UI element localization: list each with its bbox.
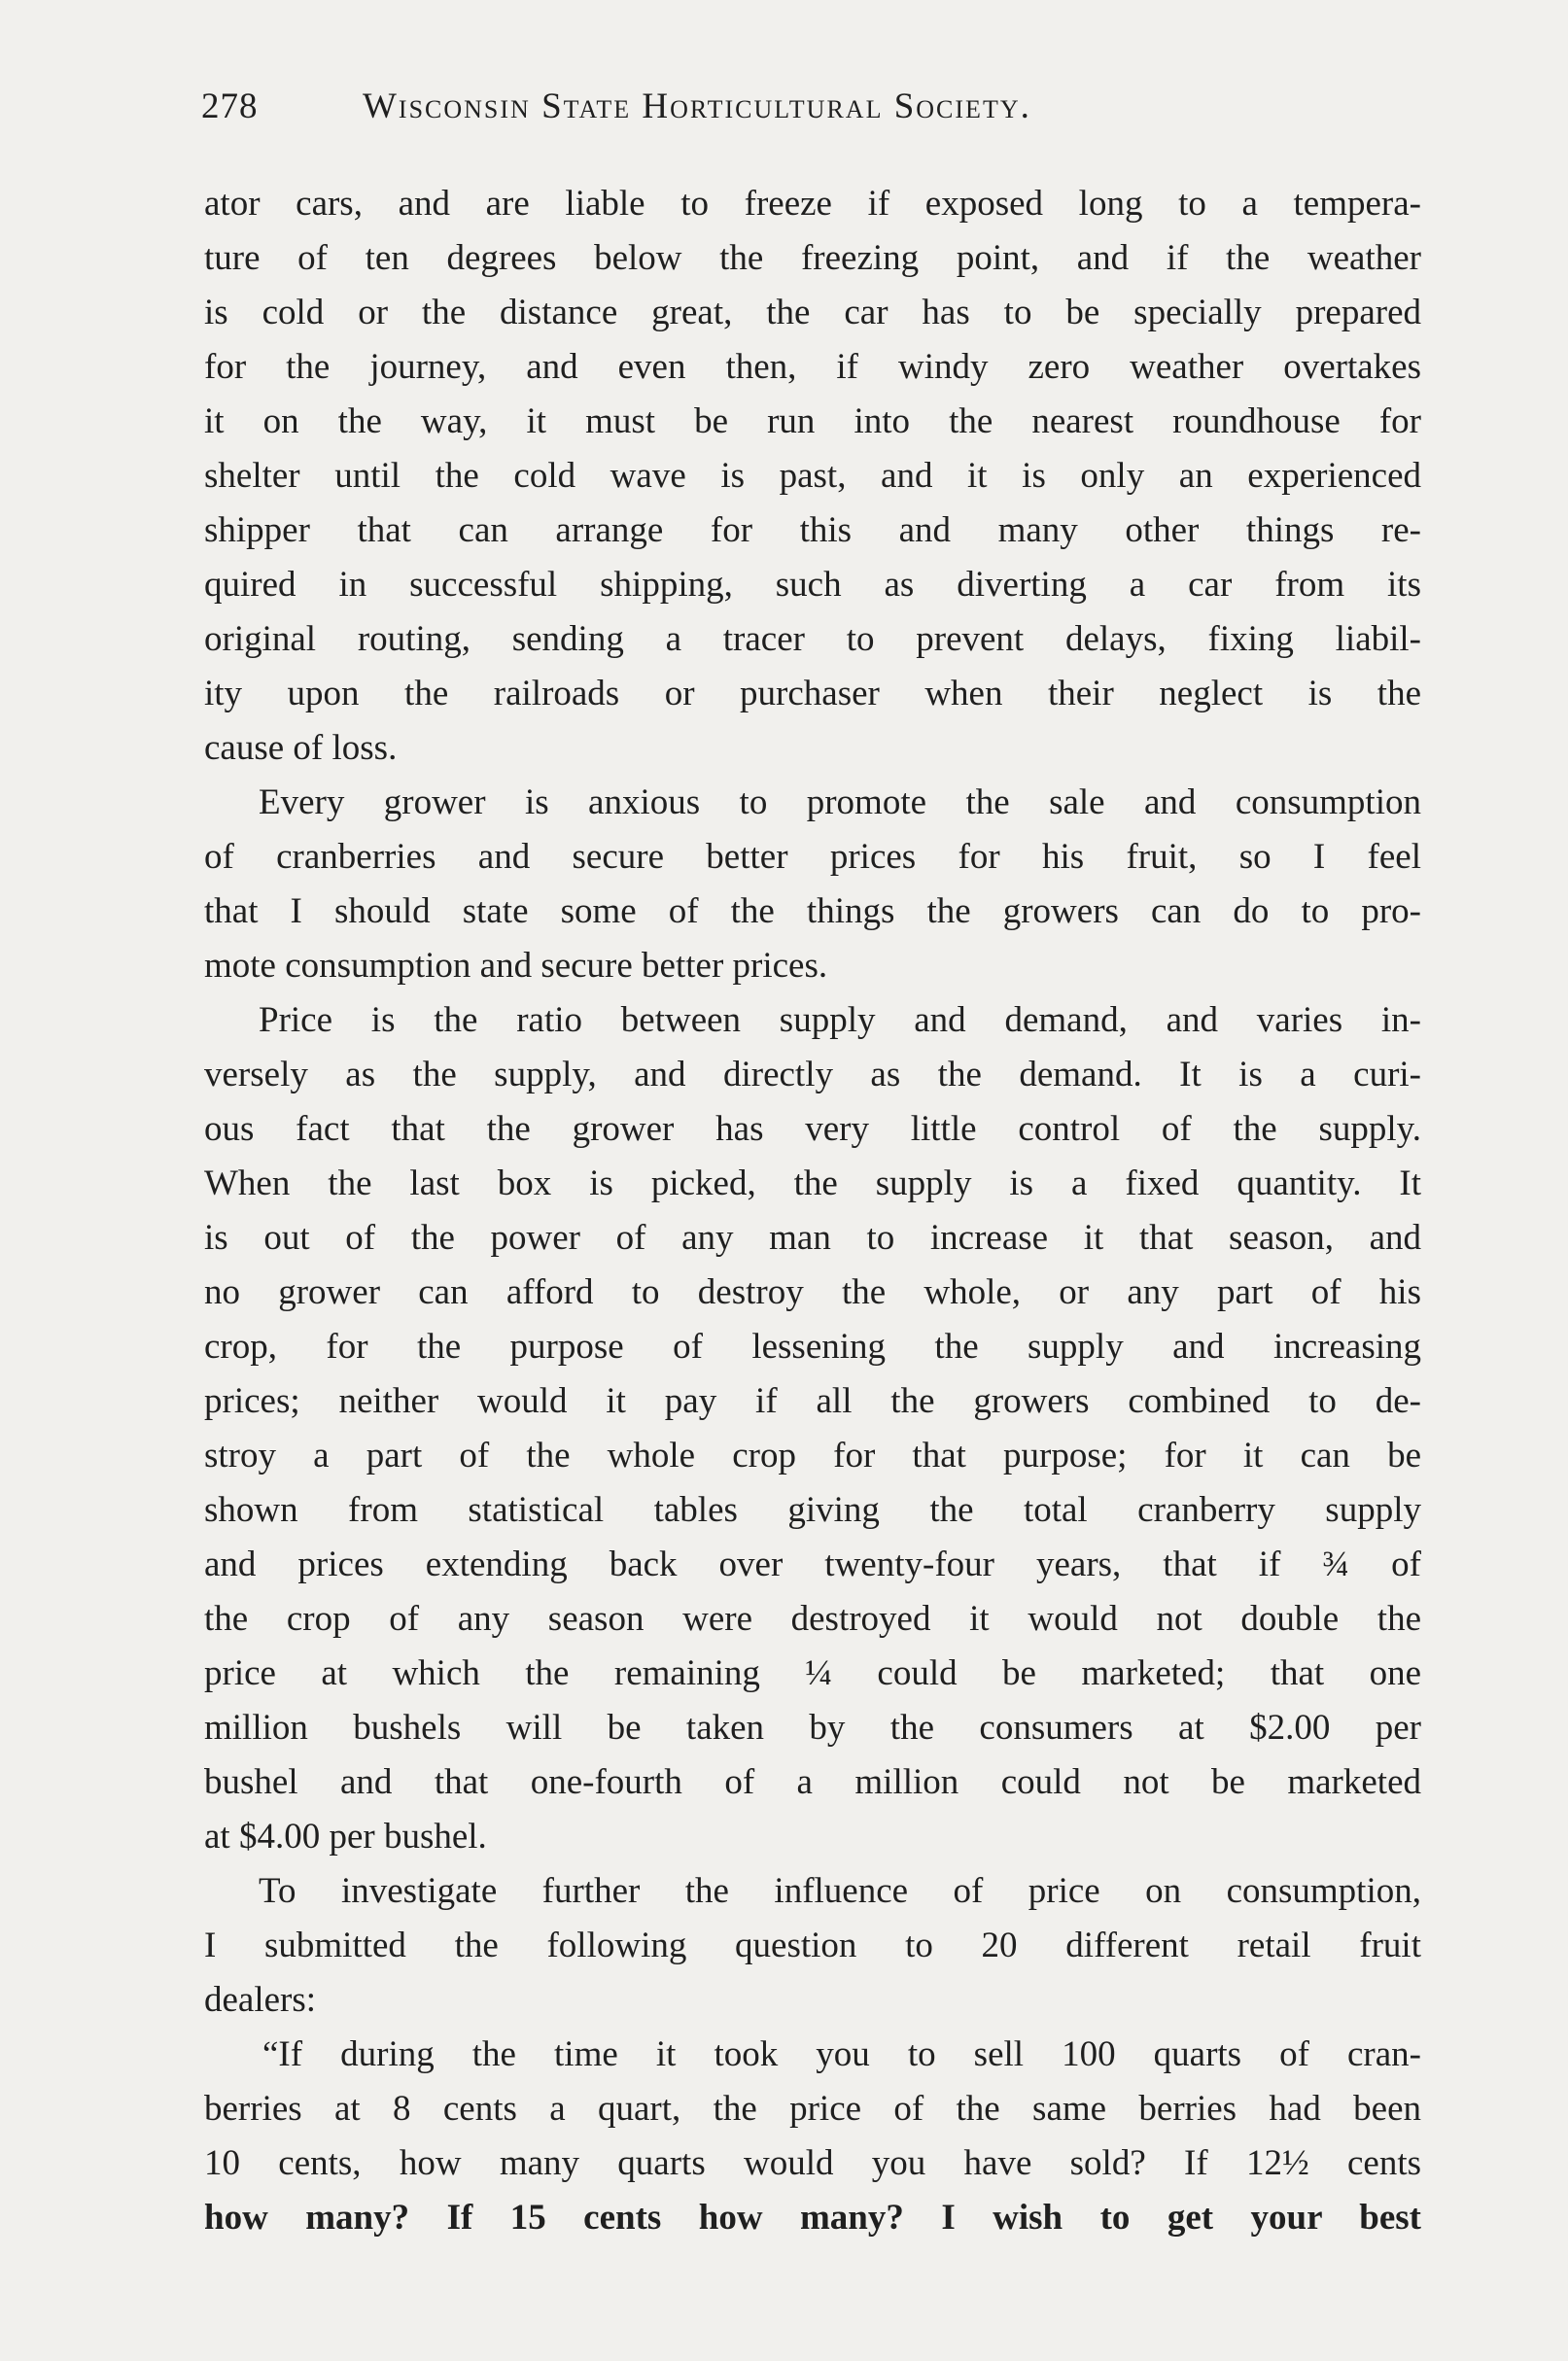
text-line: ity upon the railroads or purchaser when their neglect is the <box>204 674 1421 713</box>
text-line: of cranberries and secure better prices for his fruit, so I feel <box>204 837 1421 877</box>
text-line: stroy a part of the whole crop for that purpose; for it can be <box>204 1436 1421 1476</box>
text-line: no grower can afford to destroy the whole, or any part of his <box>204 1272 1421 1312</box>
text-line: price at which the remaining ¼ could be marketed; that one <box>204 1653 1421 1693</box>
text-line: I submitted the following question to 20 different retail fruit <box>204 1926 1421 1965</box>
running-title: Wisconsin State Horticultural Society. <box>363 87 1031 126</box>
text-line: mote consumption and secure better prices. <box>204 946 828 986</box>
text-line: “If during the time it took you to sell 100 quarts of cran- <box>262 2034 1421 2074</box>
text-line: quired in successful shipping, such as diverting a car from its <box>204 565 1421 605</box>
text-line: prices; neither would it pay if all the growers combined to de- <box>204 1381 1421 1421</box>
text-line: is cold or the distance great, the car has to be specially prepared <box>204 293 1421 332</box>
text-line: ator cars, and are liable to freeze if exposed long to a tempera- <box>204 184 1421 224</box>
text-line: ture of ten degrees below the freezing point, and if the weather <box>204 238 1421 278</box>
text-line: versely as the supply, and directly as the demand. It is a curi- <box>204 1055 1421 1094</box>
text-line: the crop of any season were destroyed it would not double the <box>204 1599 1421 1639</box>
text-line: at $4.00 per bushel. <box>204 1817 487 1857</box>
text-line: shown from statistical tables giving the total cranberry supply <box>204 1490 1421 1530</box>
page-number: 278 <box>201 87 259 126</box>
text-line: original routing, sending a tracer to prevent delays, fixing liabil- <box>204 619 1421 659</box>
body-text <box>204 177 1421 2245</box>
text-line: berries at 8 cents a quart, the price of the same berries had been <box>204 2089 1421 2129</box>
text-line: that I should state some of the things the growers can do to pro- <box>204 891 1421 931</box>
text-line: shipper that can arrange for this and many other things re- <box>204 510 1421 550</box>
text-line: When the last box is picked, the supply is a fixed quantity. It <box>204 1163 1421 1203</box>
text-line: To investigate further the influence of price on consumption, <box>259 1871 1421 1911</box>
text-line: Price is the ratio between supply and demand, and varies in- <box>259 1000 1421 1040</box>
text-line: 10 cents, how many quarts would you have sold? If 12½ cents <box>204 2143 1421 2183</box>
text-line: for the journey, and even then, if windy zero weather overtakes <box>204 347 1421 387</box>
text-line: is out of the power of any man to increase it that season, and <box>204 1218 1421 1258</box>
page-header <box>201 86 1426 144</box>
text-line: it on the way, it must be run into the nearest roundhouse for <box>204 401 1421 441</box>
text-line: crop, for the purpose of lessening the supply and increasing <box>204 1327 1421 1367</box>
text-line: million bushels will be taken by the consumers at $2.00 per <box>204 1708 1421 1748</box>
text-line: how many? If 15 cents how many? I wish to get your best <box>204 2198 1421 2238</box>
text-line: and prices extending back over twenty-four years, that if ¾ of <box>204 1545 1421 1584</box>
text-line: bushel and that one-fourth of a million could not be marketed <box>204 1762 1421 1802</box>
text-line: ous fact that the grower has very little control of the supply. <box>204 1109 1421 1149</box>
text-line: dealers: <box>204 1980 317 2020</box>
text-line: cause of loss. <box>204 728 398 768</box>
text-line: shelter until the cold wave is past, and it is only an experienced <box>204 456 1421 496</box>
text-line: Every grower is anxious to promote the sale and consumption <box>259 782 1421 822</box>
